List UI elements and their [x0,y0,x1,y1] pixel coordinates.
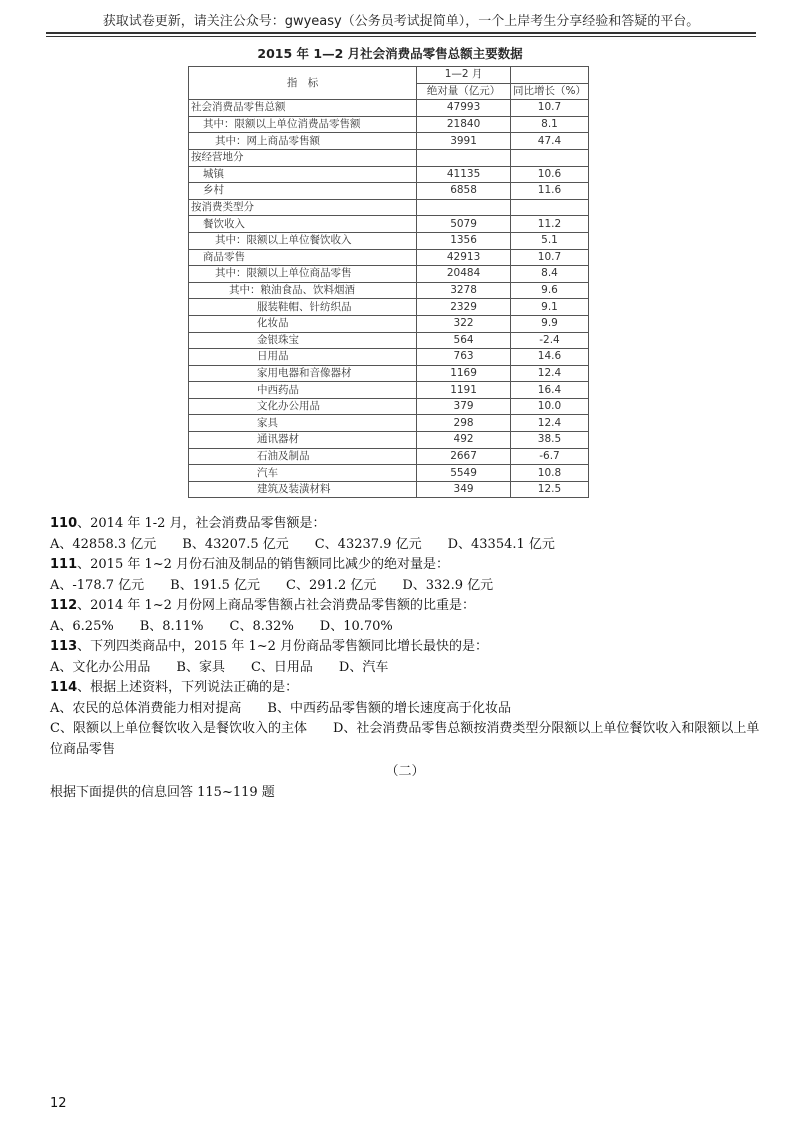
question-number: 114 [50,680,78,695]
row-absolute-value: 379 [417,398,511,415]
row-growth-value: 12.5 [511,481,589,498]
question-number: 113 [50,639,78,654]
answer-option[interactable]: D、43354.1 亿元 [447,536,555,552]
row-absolute-value: 492 [417,432,511,449]
row-growth-value: 12.4 [511,365,589,382]
question-stem [50,514,760,535]
table-row [189,465,589,482]
table-row [189,481,589,498]
table-row [189,232,589,249]
row-absolute-value: 41135 [417,166,511,183]
table-row [189,100,589,117]
table-row [189,216,589,233]
row-absolute-value: 2329 [417,299,511,316]
table-row [189,432,589,449]
question-text: 、根据上述资料，下列说法正确的是： [77,680,299,695]
row-label: 商品零售 [189,249,417,266]
row-absolute-value: 42913 [417,249,511,266]
row-growth-value: 8.1 [511,116,589,133]
row-growth-value: 38.5 [511,432,589,449]
question-text: 、2014 年 1-2 月，社会消费品零售额是： [77,516,326,531]
row-label: 社会消费品零售总额 [189,100,417,117]
answer-option[interactable]: A、农民的总体消费能力相对提高 [50,700,242,716]
row-label: 化妆品 [189,315,417,332]
row-absolute-value: 21840 [417,116,511,133]
option-row [50,535,760,556]
row-label: 其中：限额以上单位餐饮收入 [189,232,417,249]
row-label: 乡村 [189,183,417,200]
row-growth-value: 10.7 [511,249,589,266]
question-stem [50,678,760,699]
question-stem [50,596,760,617]
answer-option[interactable]: C、43237.9 亿元 [314,536,422,552]
question-stem [50,637,760,658]
row-growth-value: 9.9 [511,315,589,332]
row-label: 家具 [189,415,417,432]
row-growth-value: 10.0 [511,398,589,415]
header-indicator: 指 标 [189,67,417,100]
answer-option[interactable]: C、291.2 亿元 [286,577,377,593]
row-growth-value: 11.6 [511,183,589,200]
row-growth-value: -6.7 [511,448,589,465]
question-list [50,514,760,760]
row-absolute-value [417,199,511,216]
answer-option[interactable]: A、文化办公用品 [50,659,151,675]
table-title: 2015 年 1—2 月社会消费品零售总额主要数据 [257,46,523,61]
row-label: 文化办公用品 [189,398,417,415]
answer-option[interactable]: A、42858.3 亿元 [50,536,157,552]
row-label: 石油及制品 [189,448,417,465]
section-heading: （二） [385,764,425,779]
answer-option[interactable]: B、191.5 亿元 [170,577,261,593]
page-header: 获取试卷更新，请关注公众号：gwyeasy（公务员考试捉简单），一个上岸考生分享经验和答疑的平台。 [102,14,700,29]
question-number: 110 [50,516,78,531]
answer-option[interactable]: D、汽车 [338,659,389,675]
row-label: 汽车 [189,465,417,482]
table-row [189,448,589,465]
row-absolute-value: 20484 [417,266,511,283]
row-absolute-value: 5079 [417,216,511,233]
row-label: 其中：限额以上单位消费品零售额 [189,116,417,133]
row-absolute-value: 3991 [417,133,511,150]
page-number: 12 [50,1096,67,1111]
row-label: 中西药品 [189,382,417,399]
row-absolute-value: 6858 [417,183,511,200]
question-stem [50,555,760,576]
row-absolute-value: 1191 [417,382,511,399]
question-number: 111 [50,557,78,572]
answer-option[interactable]: B、中西药品零售额的增长速度高于化妆品 [267,700,511,716]
row-absolute-value: 47993 [417,100,511,117]
table-row [189,116,589,133]
row-label: 餐饮收入 [189,216,417,233]
row-growth-value: 5.1 [511,232,589,249]
row-label: 其中：限额以上单位商品零售 [189,266,417,283]
answer-option[interactable]: B、43207.5 亿元 [182,536,289,552]
row-label: 通讯器材 [189,432,417,449]
row-absolute-value: 298 [417,415,511,432]
question-number: 112 [50,598,78,613]
answer-option[interactable]: C、日用品 [250,659,313,675]
row-growth-value: 10.6 [511,166,589,183]
row-absolute-value [417,149,511,166]
row-label: 日用品 [189,349,417,366]
row-absolute-value: 2667 [417,448,511,465]
answer-option[interactable]: A、6.25% [50,618,114,634]
row-label: 按经营地分 [189,149,417,166]
row-label: 家用电器和音像器材 [189,365,417,382]
row-absolute-value: 564 [417,332,511,349]
instruction-text: 根据下面提供的信息回答 115~119 题 [50,784,275,800]
table-row [189,398,589,415]
row-label: 服装鞋帽、针纺织品 [189,299,417,316]
table-row [189,266,589,283]
question-text: 、2015 年 1~2 月份石油及制品的销售额同比减少的绝对量是： [77,557,450,572]
row-growth-value: 47.4 [511,133,589,150]
row-label: 金银珠宝 [189,332,417,349]
table-row [189,415,589,432]
header-period: 1—2 月 [417,67,511,84]
row-growth-value: 8.4 [511,266,589,283]
row-growth-value: -2.4 [511,332,589,349]
table-row [189,332,589,349]
table-row [189,315,589,332]
row-growth-value: 10.8 [511,465,589,482]
table-row [189,282,589,299]
answer-option[interactable]: D、332.9 亿元 [402,577,494,593]
row-growth-value: 16.4 [511,382,589,399]
row-label: 其中：粮油食品、饮料烟酒 [189,282,417,299]
header-absolute: 绝对量（亿元） [417,83,511,100]
data-table [188,66,589,498]
option-row [50,576,760,597]
row-absolute-value: 322 [417,315,511,332]
row-absolute-value: 5549 [417,465,511,482]
option-row [50,658,760,679]
answer-option[interactable]: C、8.32% [229,618,294,634]
row-growth-value [511,199,589,216]
question-text: 、2014 年 1~2 月份网上商品零售额占社会消费品零售额的比重是： [77,598,476,613]
answer-option[interactable]: A、-178.7 亿元 [50,577,145,593]
header-rule-thin [46,36,756,37]
row-label: 城镇 [189,166,417,183]
table-row [189,166,589,183]
row-label: 其中：网上商品零售额 [189,133,417,150]
table-row [189,133,589,150]
row-growth-value: 14.6 [511,349,589,366]
header-rule [46,32,756,34]
questions-block [50,514,760,803]
table-row [189,365,589,382]
row-growth-value: 12.4 [511,415,589,432]
row-growth-value: 9.6 [511,282,589,299]
row-label: 按消费类型分 [189,199,417,216]
row-growth-value: 10.7 [511,100,589,117]
table-row [189,149,589,166]
question-text: 、下列四类商品中，2015 年 1~2 月份商品零售额同比增长最快的是： [77,639,489,654]
row-absolute-value: 3278 [417,282,511,299]
table-row [189,299,589,316]
row-absolute-value: 1356 [417,232,511,249]
option-row [50,617,760,638]
row-label: 建筑及装潢材料 [189,481,417,498]
table-header-row [189,67,589,84]
answer-option[interactable]: B、8.11% [139,618,204,634]
table-row [189,349,589,366]
header-blank [511,67,589,84]
row-growth-value: 9.1 [511,299,589,316]
table-row [189,249,589,266]
table-row [189,199,589,216]
answer-option[interactable]: B、家具 [176,659,225,675]
row-absolute-value: 763 [417,349,511,366]
table-row [189,183,589,200]
row-growth-value: 11.2 [511,216,589,233]
row-absolute-value: 349 [417,481,511,498]
option-row [50,699,760,720]
row-growth-value [511,149,589,166]
header-growth: 同比增长（%） [511,83,589,100]
answer-option[interactable]: D、10.70% [319,618,393,634]
table-row [189,382,589,399]
answer-option-wrapped[interactable]: C、限额以上单位餐饮收入是餐饮收入的主体 D、社会消费品零售总额按消费类型分限额以上单位餐饮收入和限额以上单位商品零售 [50,721,760,757]
row-absolute-value: 1169 [417,365,511,382]
